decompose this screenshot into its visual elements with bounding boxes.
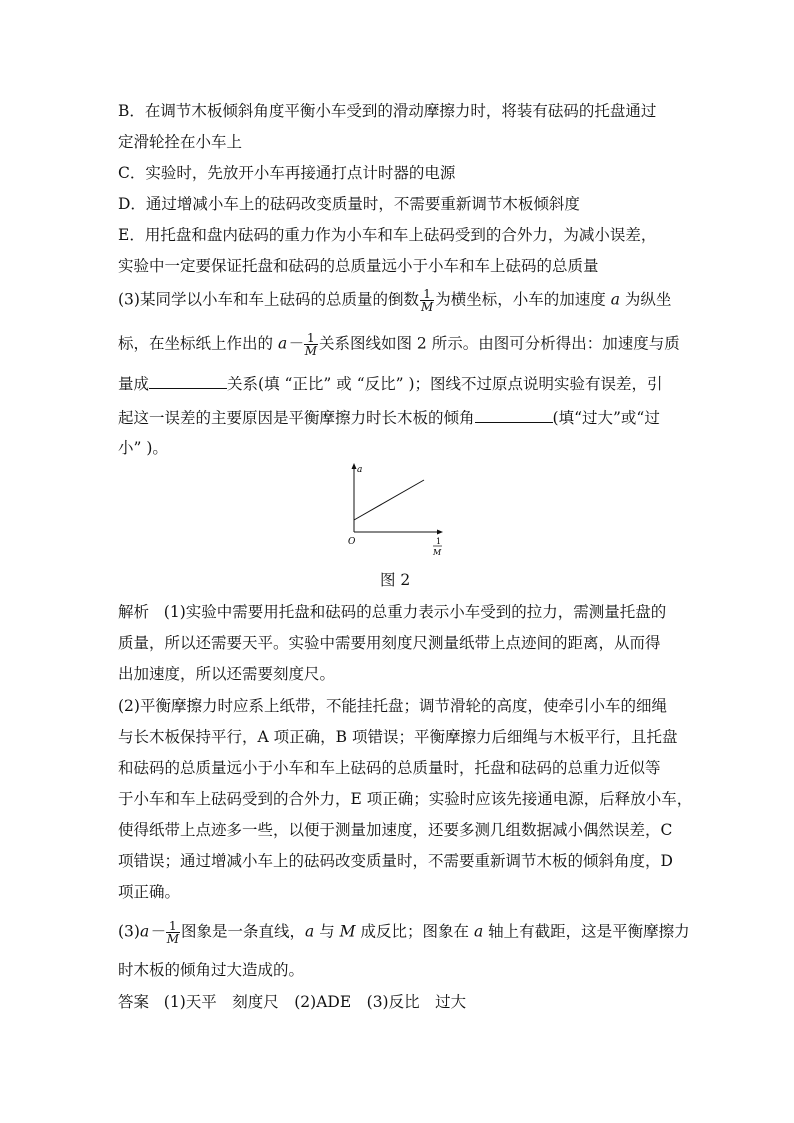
solution-line4: (2)平衡摩擦力时应系上纸带，不能挂托盘；调节滑轮的高度，使牵引小车的细绳 <box>118 697 667 715</box>
solution-line1 <box>118 602 666 622</box>
solution-text: 与 <box>319 922 335 941</box>
answer-line <box>118 992 466 1012</box>
answer-label: 答案 <box>118 993 150 1011</box>
option-b-line2: 定滑轮拴在小车上 <box>118 133 243 151</box>
figure-2-graph <box>340 460 450 560</box>
inverse-mass-fraction <box>166 920 180 945</box>
fraction-denominator: M <box>166 932 180 946</box>
fraction-numerator: 1 <box>166 920 180 933</box>
x-axis-label-numerator: 1 <box>436 537 442 546</box>
option-d: D．通过增减小车上的砝码改变质量时，不需要重新调节木板倾斜度 <box>118 195 580 213</box>
q3-text: 起这一误差的主要原因是平衡摩擦力时长木板的倾角 <box>118 409 475 427</box>
q3-line4 <box>118 408 660 428</box>
x-axis-arrow <box>437 530 443 535</box>
q3-text: 为纵坐 <box>624 290 672 309</box>
q3-line2 <box>118 332 680 357</box>
answer-blank-2 <box>475 408 553 423</box>
q3-text: 关系(填 “正比” 或 “反比” )；图线不过原点说明实验有误差，引 <box>227 375 663 393</box>
option-c: C．实验时，先放开小车再接通打点计时器的电源 <box>118 164 456 182</box>
fraction-denominator: M <box>304 344 317 358</box>
origin-label: O <box>348 537 356 547</box>
answer-text: (1)天平 刻度尺 (2)ADE (3)反比 过大 <box>163 993 467 1011</box>
solution-line8: 使得纸带上点迹多一些，以便于测量加速度，还要多测几组数据减小偶然误差，C <box>118 821 673 839</box>
option-e-line1: E．用托盘和盘内砝码的重力作为小车和车上砝码受到的合外力，为减小误差， <box>118 226 657 244</box>
inverse-mass-fraction <box>420 288 434 313</box>
q3-line3 <box>118 374 663 394</box>
solution-label: 解析 <box>118 603 150 621</box>
fraction-numerator: 1 <box>304 332 318 345</box>
solution-line10: 项正确。 <box>118 883 181 901</box>
option-e-line2: 实验中一定要保证托盘和砝码的总质量远小于小车和车上砝码的总质量 <box>118 257 599 275</box>
figure-caption: 图 2 <box>380 571 411 589</box>
x-axis-label-denominator: M <box>433 548 442 557</box>
solution-line11 <box>118 920 690 945</box>
solution-line5: 与长木板保持平行，A 项正确，B 项错误；平衡摩擦力后细绳与木板平行，且托盘 <box>118 728 678 746</box>
math-a: a <box>305 922 315 941</box>
q3-line5: 小” )。 <box>118 439 168 457</box>
solution-line6: 和砝码的总质量远小于小车和车上砝码的总质量时，托盘和砝码的总重力近似等 <box>118 759 661 777</box>
data-line <box>354 480 424 520</box>
y-axis-label: a <box>357 465 363 475</box>
math-a: a <box>473 922 484 941</box>
solution-text: (1)实验中需要用托盘和砝码的总重力表示小车受到的拉力，需测量托盘的 <box>163 603 667 621</box>
solution-text: 轴上有截距，这是平衡摩擦力 <box>488 922 690 941</box>
solution-line7: 于小车和车上砝码受到的合外力，E 项正确；实验时应该先接通电源，后释放小车， <box>118 790 693 808</box>
fraction-numerator: 1 <box>420 288 434 301</box>
solution-text: 图象是一条直线， <box>181 922 306 941</box>
math-a-dash: a－ <box>139 922 165 941</box>
q3-text: 标，在坐标纸上作出的 <box>118 334 274 353</box>
y-axis-arrow <box>352 463 357 469</box>
q3-text: 量成 <box>118 375 150 393</box>
q3-text: 为横坐标，小车的加速度 <box>435 290 606 309</box>
q3-line1 <box>118 288 671 313</box>
solution-text: 成反比；图象在 <box>360 922 469 941</box>
q3-text: (3)某同学以小车和车上砝码的总质量的倒数 <box>118 290 419 309</box>
answer-blank-1 <box>149 374 227 389</box>
solution-line12: 时木板的倾角过大造成的。 <box>118 961 305 979</box>
solution-line3: 出加速度，所以还需要刻度尺。 <box>118 665 336 683</box>
solution-line9: 项错误；通过增减小车上的砝码改变质量时，不需要重新调节木板的倾斜角度，D <box>118 852 673 870</box>
inverse-mass-fraction <box>304 332 318 357</box>
math-a: a <box>610 290 620 309</box>
q3-text: (填“过大”或“过 <box>552 409 660 427</box>
fraction-denominator: M <box>420 300 434 314</box>
option-b-line1: B．在调节木板倾斜角度平衡小车受到的滑动摩擦力时，将装有砝码的托盘通过 <box>118 102 657 120</box>
math-m: M <box>339 922 356 941</box>
solution-line2: 质量，所以还需要天平。实验中需要用刻度尺测量纸带上点迹间的距离，从而得 <box>118 634 661 652</box>
solution-text: (3) <box>118 922 140 941</box>
math-a-minus: a－ <box>277 334 303 353</box>
q3-text: 关系图线如图 2 所示。由图可分析得出：加速度与质 <box>319 334 680 353</box>
